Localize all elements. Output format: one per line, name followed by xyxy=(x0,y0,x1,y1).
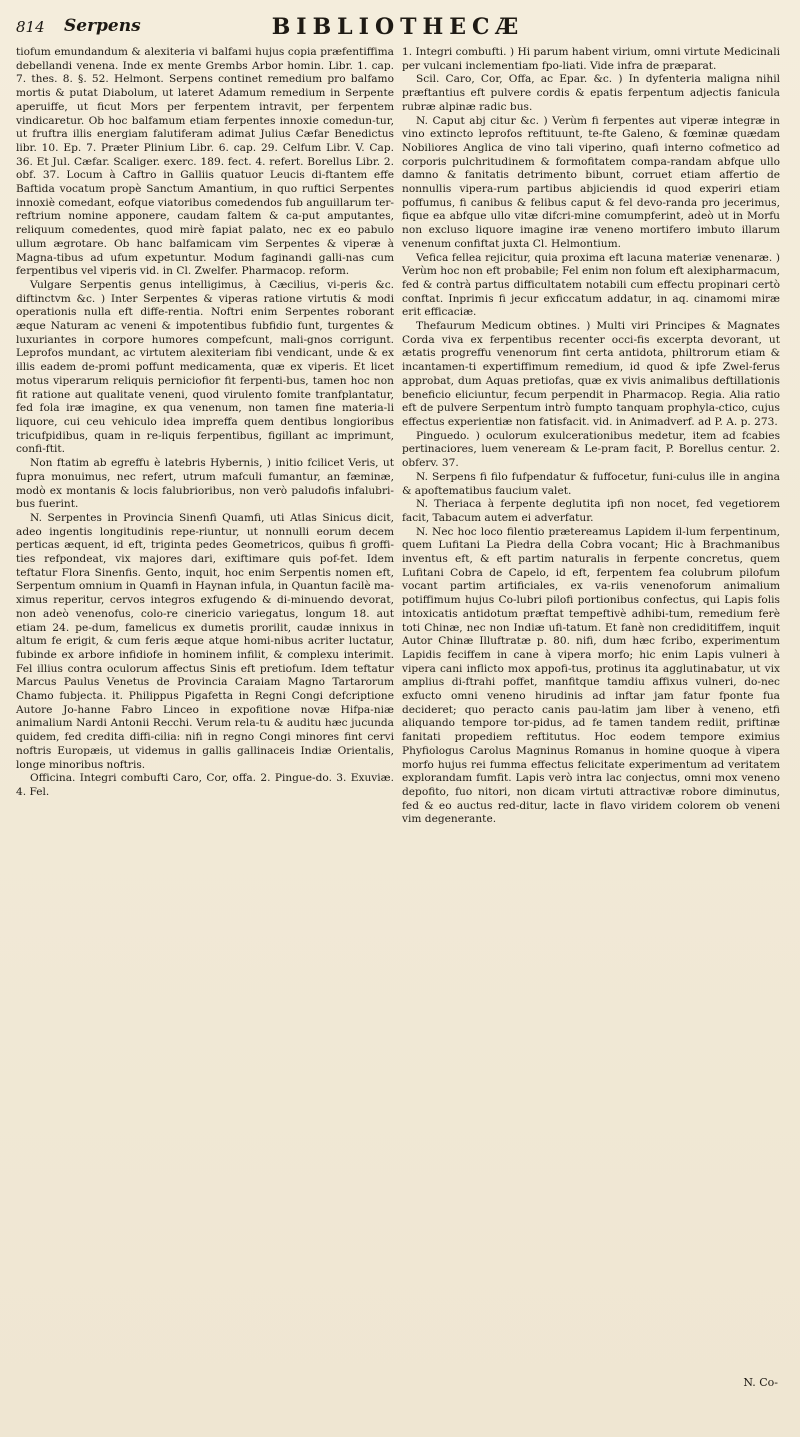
paragraph: N. Nec hoc loco filentio prætereamus Lapidem il-lum ferpentinum, quem Lufitani La Piedra della Cobra vocant; Hic à Brachmanibus inventus eft, & eft partim naturalis in ferpente concretus, quem Lufitani Cobra de Capelo, id eft, ferpentem fea colubrum pilofum vocant partim artificiales, ex va-riis venenoforum animalium potiffimum hujus Co-lubri pilofi portionibus confectus, qui Lapis folis intoxicatis antidotum præftat tempeftivè adhibi-tum, remedium ferè toti Chinæ, nec non Indiæ ufi-tatum. Et fanè non crediditiffem, inquit Autor Chinæ Illuftratæ p. 80. nifi, dum hæc fcribo, experimentum Lapidis feciffem in cane à vipera morfo; hic enim Lapis vulneri à vipera cani inflicto mox appofi-tus, protinus ita agglutinabatur, ut vix amplius di-ftrahi poffet, manfitque tamdiu affixus vulneri, do-nec exfucto omni veneno hirudinis ad inftar jam fatur fponte fua decideret; quo peracto canis pau-latim jam liber à veneno, etfi aliquando tempore tor-pidus, ad fe tamen tandem rediit, priftinæ fanitati propediem reftitutus. Hoc eodem tempore eximius Phyfiologus Carolus Magninus Romanus in homine quoque à vipera morfo hujus rei fumma effectus felicitate experimentum ad veritatem explorandam fumfit. Lapis verò intra lac conjectus, omni mox veneno depofito, fuo nitori, non dicam virtuti attractivæ robore diminutus, fed & eo auctus red-ditur, lacte in flavo viridem colorem ob veneni vim degenerante. xyxy=(402,525,780,826)
text-columns xyxy=(16,46,780,827)
paragraph: 1. Integri combufti. ) Hi parum habent virium, omni virtute Medicinali per vulcani inclementiam fpo-liati. Vide infra de præparat. xyxy=(402,46,780,72)
page-number: 814 xyxy=(16,18,45,36)
paragraph: Scil. Caro, Cor, Offa, ac Epar. &c. ) In dyfenteria maligna nihil præftantius eft pulvere cordis & epatis ferpentum adjectis fanicula rubræ alpinæ radic bus. xyxy=(402,73,780,113)
left-column xyxy=(16,46,394,827)
paragraph: N. Serpens fi filo fufpendatur & fuffocetur, funi-culus ille in angina & apoftematibus faucium valet. xyxy=(402,470,780,497)
paragraph: Thefaurum Medicum obtines. ) Multi viri Principes & Magnates Corda viva ex ferpentibus recenter occi-fis excerpta devorant, ut ætatis progreffu venenorum fint certa antidota, philtrorum etiam & incantamen-ti expertiffimum remedium, id quod & ipfe Zwel-ferus approbat, dum Aquas pretiofas, quæ ex vivis animalibus deftillationis beneficio eliciuntur, fecum perpendit in Pharmacop. Regia. Alia ratio eft de pulvere Serpentum intrò fumpto tanquam prophyla-ctico, cujus effectus experientiæ non fatisfacit. vid. in Animadverf. ad P. A. p. 273. xyxy=(402,320,780,428)
paragraph: N. Serpentes in Provincia Sinenfi Quamfi, uti Atlas Sinicus dicit, adeo ingentis longitudinis repe-riuntur, ut nonnulli eorum decem perticas æquent, id eft, triginta pedes Geometricos, quibus fi groffi-ties refpondeat, vix majores dari, exiftimare quis pof-fet. Idem teftatur Flora Sinenfis. Gento, inquit, hoc enim Serpentis nomen eft, Serpentum omnium in Quamfi in Haynan infula, in Quantun facilè ma-ximus reperitur, cervos integros exfugendo & di-minuendo devorat, non adeò venenofus, colo-re cinericio variegatus, longum 18. aut etiam 24. pe-dum, famelicus ex dumetis prorilit, caudæ innixus in altum fe erigit, & cum feris æque atque homi-nibus acriter luctatur, fubinde ex arbore infidiofe in hominem infilit, & complexu interimit. Fel illius contra oculorum affectus Sinis eft pretiofum. Idem teftatur Marcus Paulus Venetus de Provincia Caraiam Magno Tartarorum Chamo fubjecta. it. Philippus Pigafetta in Regni Congi defcriptione Autore Jo-hanne Fabro Linceo in expofitione novæ Hifpa-niæ animalium Nardi Antonii Recchi. Verum rela-tu & auditu hæc jucunda quidem, fed credita diffi-cilia: nifi in regno Congi minores fint cervi noftris Europæis, ut videmus in gallis gallinaceis Indiæ Orientalis, longe minoribus noftris. xyxy=(16,511,394,771)
catchword: N. Co- xyxy=(743,1376,778,1389)
page-header xyxy=(16,14,780,42)
right-column xyxy=(402,46,780,827)
paragraph: Vulgare Serpentis genus intelligimus, à Cæcilius, vi-peris &c. diftinctvm &c. ) Inter Serpentes & viperas ratione virtutis & modi operationis nulla eft diffe-rentia. Noftri enim Serpentes roborant æque Naturam ac veneni & impotentibus fubfidio funt, turgentes & luxuriantes in corpore humores compefcunt, mali-gnos corrigunt. Leprofos mundant, ac virtutem alexiteriam fibi vendicant, unde & ex illis eadem de-promi poffunt medicamenta, quæ ex viperis. Et licet motus viperarum reliquis perniciofior fit ferpenti-bus, tamen hoc non fit ratione aut qualitate veneni, quod virulento fomite tranfplantatur, fed fola iræ imagine, ex qua venenum, non tamen fine materia-li liquore, cui ceu vehiculo idea impreffa quem dentibus longioribus tricufpidibus, quam in re-liquis ferpentibus, figillant ac imprimunt, confi-ftit. xyxy=(16,278,394,456)
paragraph: Non ftatim ab egreffu è latebris Hybernis, ) initio fcilicet Veris, ut fupra monuimus, nec refert, utrum mafculi fumantur, an fæminæ, modò ex montanis & locis falubrioribus, non verò paludofis infalubri-bus fuerint. xyxy=(16,457,394,511)
paragraph: Pinguedo. ) oculorum exulcerationibus medetur, item ad fcabies pertinaciores, luem veneream & Le-pram facit, P. Borellus centur. 2. obferv. 37. xyxy=(402,429,780,470)
page-title: BIBLIOTHECÆ xyxy=(271,14,525,40)
running-head: Serpens xyxy=(64,16,141,36)
paragraph: N. Theriaca à ferpente deglutita ipfi non nocet, fed vegetiorem facit, Tabacum autem ei adverfatur. xyxy=(402,498,780,524)
paragraph: Officina. Integri combufti Caro, Cor, offa. 2. Pingue-do. 3. Exuviæ. 4. Fel. xyxy=(16,772,394,798)
paragraph: tiofum emundandum & alexiteria vi balfami hujus copia præfentiffima debellandi venena. Inde ex mente Grembs Arbor homin. Libr. 1. cap. 7. thes. 8. §. 52. Helmont. Serpens continet remedium pro balfamo mortis & putat Diabolum, ut lateret Adamum remedium in Serpente aperuiffe, ut ficut Mors per ferpentem intravit, per ferpentem vindicaretur. Ob hoc balfamum etiam ferpentes innoxie comedun-tur, ut fruftra illis energiam falutiferam adimat Julius Cæfar Benedictus libr. 10. Ep. 7. Præter Plinium Libr. 6. cap. 29. Celfum Libr. V. Cap. 36. Et Jul. Cæfar. Scaliger. exerc. 189. fect. 4. refert. Borellus Libr. 2. obf. 37. Locum à Caftro in Galliis quatuor Leucis di-ftantem effe Baftida vocatum propè Sanctum Amantium, in quo ruftici Serpentes innoxiè comedant, eofque viatoribus comedendos fub anguillarum ter-reftrium nomine apponere, caudam faltem & ca-put amputantes, reliquum comedentes, quod mirè fapiat palato, nec ex eo pabulo ullum ægrotare. Ob hanc balfamicam vim Serpentes & viperæ à Magna-tibus ad ufum expetuntur. Modum faginandi galli-nas cum ferpentibus vel viperis vid. in Cl. Zwelfer. Pharmacop. reform. xyxy=(16,46,394,278)
paragraph: N. Caput abj citur &c. ) Verùm fi ferpentes aut viperæ integræ in vino extincto leprofos reftituunt, te-fte Galeno, & fœminæ quædam Nobiliores Anglica de vino tali viperino, quafi interno cofmetico ad corporis pulchritudinem & formofitatem compa-randam abfque ullo damno & fanitatis detrimento bibunt, corruet etiam affertio de nonnullis vipera-rum partibus abjiciendis id quod experiri etiam poffumus, fi canibus & felibus caput & fel devo-randa pro jecerimus, fique ea abfque ullo vitæ difcri-mine comumpferint, adeò ut in Morfu non excluso liquore imagine iræ veneno mortifero imbuto illarum venenum confiftat juxta Cl. Helmontium. xyxy=(402,114,780,250)
paragraph: Vefica fellea rejicitur, quia proxima eft lacuna materiæ venenaræ. ) Verùm hoc non eft probabile; Fel enim non folum eft alexipharmacum, fed & contrà partus difficultatem notabili cum effectu propinari certò conftat. Inprimis fi jecur exficcatum addatur, in aq. cinamomi miræ erit efficaciæ. xyxy=(402,251,780,319)
